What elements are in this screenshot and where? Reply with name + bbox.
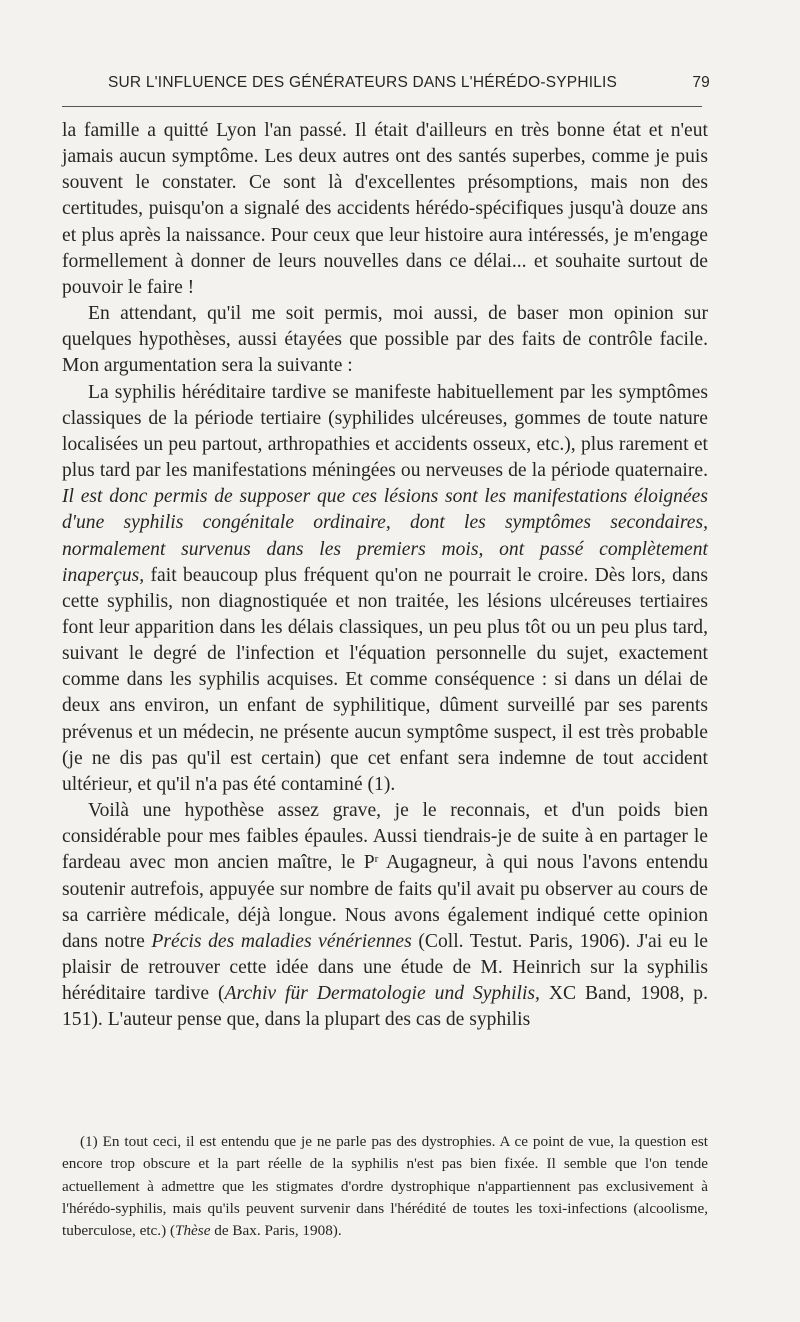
professor-superscript: r [374, 853, 379, 866]
footnote-text-a: (1) En tout ceci, il est entendu que je ne parle pas des dystrophies. A ce point de vue, la question est encore trop obscure et la part réelle de la syphilis n'est pas bien fixée. Il semble que l'on tende actuellement à admettre que les stigmates d'ordre dystrophique n'appartiennent pas exclusivement à l'hérédo-syphilis, mais qu'ils peuvent survenir dans l'hérédité de toutes les toxi-infections (alcoolisme, tuberculose, etc.) ( [62, 1133, 708, 1240]
journal-title-archiv: Archiv für Dermatologie und Syphilis, [224, 983, 540, 1005]
footnote-paragraph [62, 1131, 708, 1242]
body-text [62, 118, 708, 1033]
paragraph-1-text: la famille a quitté Lyon l'an passé. Il était d'ailleurs en très bonne état et n'eut jamais aucun symptôme. Les deux autres ont des santés superbes, comme je puis souvent le constater. Ce sont là d'excellentes présomptions, mais non des certitudes, puisqu'on a signalé des accidents hérédo-spécifiques jusqu'à douze ans et plus après la naissance. Pour ceux que leur histoire aura intéressés, je m'engage formellement à donner de leurs nouvelles dans ce délai... et souhaite surtout de pouvoir le faire ! [62, 120, 708, 298]
paragraph-3-text-b: fait beaucoup plus fréquent qu'on ne pourrait le croire. Dès lors, dans cette syphilis, non diagnostiquée et non traitée, les lésions ulcéreuses tertiaires font leur apparition dans les délais classiques, un peu plus tôt ou un peu plus tard, suivant le degré de l'infection et l'équation personnelle du sujet, exactement comme dans les syphilis acquises. Et comme conséquence : si dans un délai de deux ans environ, un enfant de syphilitique, dûment surveillé par ses parents prévenus et un médecin, ne présente aucun symptôme suspect, il est très probable (je ne dis pas qu'il est certain) que cet enfant sera indemne de tout accident ultérieur, et qu'il n'a pas été contaminé (1). [62, 564, 708, 795]
paragraph-3-text-a: La syphilis héréditaire tardive se manifeste habituellement par les symptômes classiques de la période tertiaire (syphilides ulcéreuses, gommes de toute nature localisées un peu partout, arthropathies et accidents osseux, etc.), plus rarement et plus tard par les manifestations méningées ou nerveuses de la période quaternaire. [62, 381, 708, 482]
footnote [62, 1131, 708, 1242]
paragraph-2 [62, 301, 708, 379]
book-title-precis: Précis des maladies vénériennes [151, 930, 412, 952]
page-header [62, 70, 710, 96]
paragraph-3-italic: Il est donc permis de supposer que ces lésions sont les manifestations éloignées d'une syphilis congénitale ordinaire, dont les symptômes secondaires, normalement survenus dans les premiers mois, ont passé complètement inaperçus, [62, 486, 708, 586]
paragraph-4-text-a: Voilà une hypothèse assez grave, je le reconnais, et d'un poids bien considérable pour mes faibles épaules. Aussi tiendrais-je de suite à en partager le fardeau avec mon ancien maître, le P [62, 800, 708, 874]
page-number: 79 [692, 74, 710, 91]
paragraph-4-text-d: XC Band, 1908, p. 151). L'auteur pense que, dans la plupart des cas de syphilis [62, 983, 708, 1031]
paragraph-3 [62, 380, 708, 799]
paragraph-4-text-c: (Coll. Testut. Paris, 1906). J'ai eu le plaisir de retrouver cette idée dans une étude de M. Heinrich sur la syphilis héréditaire tardive ( [62, 930, 708, 1005]
footnote-italic-these: Thèse [175, 1222, 211, 1240]
paragraph-4 [62, 798, 708, 1033]
paragraph-4-text-b: Augagneur, à qui nous l'avons entendu soutenir autrefois, appuyée sur nombre de faits qu'il avait pu observer au cours de sa carrière médicale, déjà longue. Nous avons également indiqué cette opinion dans notre [62, 852, 708, 952]
paragraph-1 [62, 118, 708, 301]
header-rule [62, 106, 702, 107]
footnote-text-b: de Bax. Paris, 1908). [210, 1222, 342, 1240]
paragraph-2-text: En attendant, qu'il me soit permis, moi aussi, de baser mon opinion sur quelques hypothèses, aussi étayées que possible par des faits de contrôle facile. Mon argumentation sera la suivante : [62, 303, 708, 377]
running-title: SUR L'INFLUENCE DES GÉNÉRATEURS DANS L'HÉRÉDO-SYPHILIS [108, 74, 618, 91]
